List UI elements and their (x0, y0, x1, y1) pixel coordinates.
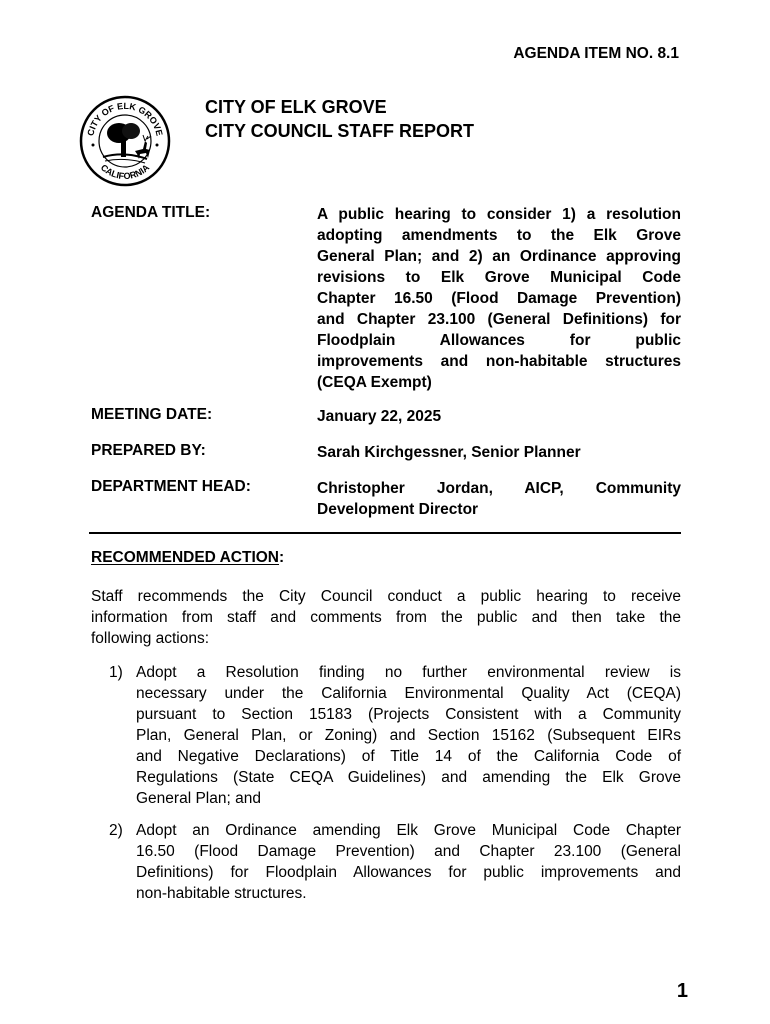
recommended-action-intro (91, 586, 681, 649)
prepared-by-value: Sarah Kirchgessner, Senior Planner (317, 444, 581, 461)
section-divider (89, 532, 681, 534)
agenda-title-line: revisions to Elk Grove Municipal Code (317, 269, 681, 286)
department-head-line: Christopher Jordan, AICP, Community (317, 480, 681, 497)
page-number: 1 (676, 980, 688, 1002)
action-item-text (136, 662, 681, 809)
action-item-line: Definitions) for Floodplain Allowances for public improvements and (136, 864, 681, 881)
agenda-title-line: adopting amendments to the Elk Grove (317, 227, 681, 244)
department-head-label: DEPARTMENT HEAD: (91, 478, 251, 495)
agenda-title-line: A public hearing to consider 1) a resolution (317, 206, 681, 223)
action-item-line: non-habitable structures. (136, 885, 307, 902)
svg-text:CITY OF ELK GROVE: CITY OF ELK GROVE (85, 100, 165, 137)
action-item-line: Adopt an Ordinance amending Elk Grove Municipal Code Chapter (136, 822, 681, 839)
action-item-line: pursuant to Section 15183 (Projects Consistent with a Community (136, 706, 681, 723)
department-head-line: Development Director (317, 501, 479, 518)
action-item-line: Adopt a Resolution finding no further environmental review is (136, 664, 681, 681)
action-item-text (136, 820, 681, 904)
action-item-line: Regulations (State CEQA Guidelines) and amending the Elk Grove (136, 769, 681, 786)
agenda-title-line: (CEQA Exempt) (317, 374, 432, 391)
meeting-date-label: MEETING DATE: (91, 406, 213, 423)
meeting-date-value: January 22, 2025 (317, 408, 442, 425)
action-item-line: 16.50 (Flood Damage Prevention) and Chapter 23.100 (General (136, 843, 681, 860)
agenda-title-line: General Plan; and 2) an Ordinance approving (317, 248, 681, 265)
action-item-line: General Plan; and (136, 790, 261, 807)
agenda-title-value (317, 204, 681, 393)
agenda-title-line: Floodplain Allowances for public (317, 332, 681, 349)
department-head-value (317, 478, 681, 520)
intro-line: Staff recommends the City Council conduct a public hearing to receive (91, 588, 681, 605)
agenda-title-line: and Chapter 23.100 (General Definitions) for (317, 311, 681, 328)
intro-line: following actions: (91, 630, 210, 647)
action-item-line: necessary under the California Environmental Quality Act (CEQA) (136, 685, 681, 702)
recommended-action-heading: RECOMMENDED ACTION: (91, 549, 285, 566)
agenda-item-number: AGENDA ITEM NO. 8.1 (513, 45, 679, 62)
agenda-title-line: improvements and non-habitable structures (317, 353, 681, 370)
intro-line: information from staff and comments from the public and then take the (91, 609, 681, 626)
city-name: CITY OF ELK GROVE (205, 97, 387, 117)
report-title-block (205, 95, 474, 143)
action-item-number: 2) (109, 822, 123, 839)
agenda-title-label: AGENDA TITLE: (91, 204, 211, 221)
action-item-line: Plan, General Plan, or Zoning) and Section 15162 (Subsequent EIRs (136, 727, 681, 744)
action-item-number: 1) (109, 664, 123, 681)
agenda-title-line: Chapter 16.50 (Flood Damage Prevention) (317, 290, 681, 307)
report-type: CITY COUNCIL STAFF REPORT (205, 121, 475, 141)
prepared-by-label: PREPARED BY: (91, 442, 206, 459)
city-seal-logo (79, 95, 171, 187)
action-item-line: and Negative Declarations) of Title 14 of the California Code of (136, 748, 681, 765)
svg-text:CALIFORNIA: CALIFORNIA (98, 162, 152, 182)
